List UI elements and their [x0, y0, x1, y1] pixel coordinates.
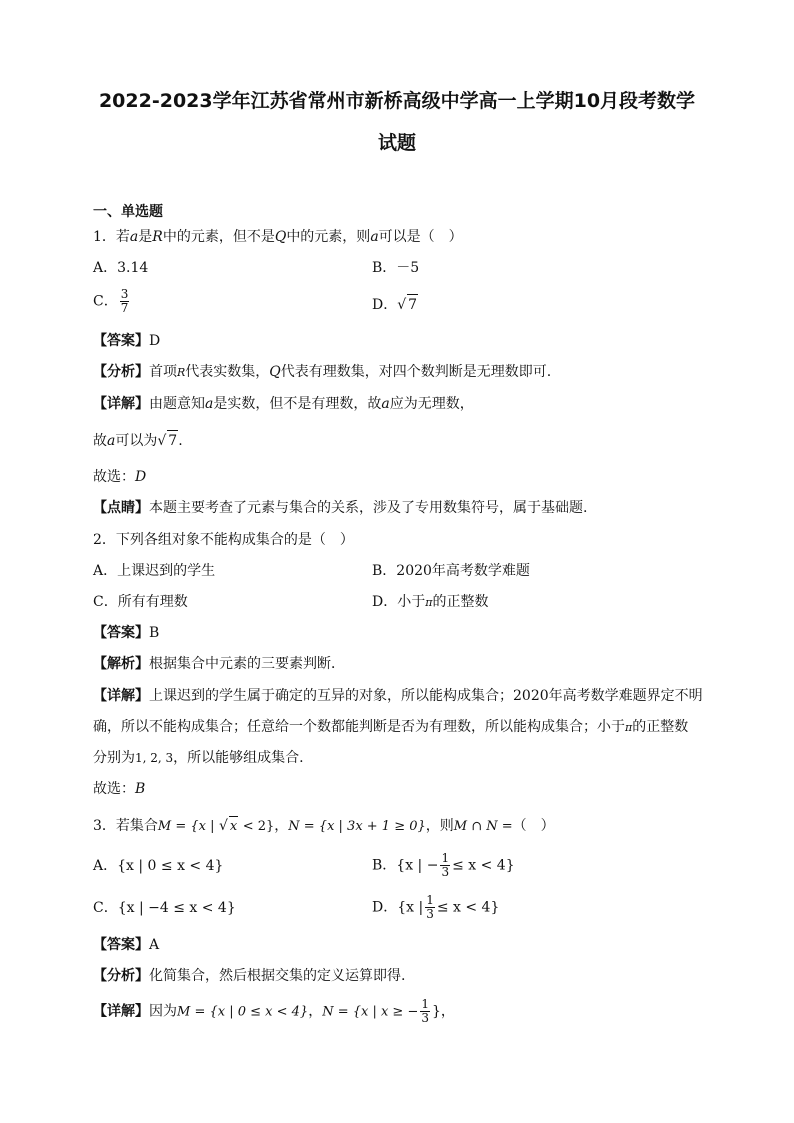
q3-option-c: C．{x | −4 ≤ x < 4} [93, 900, 236, 916]
fraction: $\frac{1}{3}$ [441, 851, 450, 879]
q2-detail-3: 分别为1, 2, 3，所以能够组成集合. [93, 750, 304, 766]
q1-analysis: 【分析】首项R代表实数集，Q代表有理数集，对四个数判断是无理数即可. [93, 364, 552, 380]
q2-answer: 【答案】B [93, 625, 160, 641]
q3-stem: 3．若集合M = {x | √ x < 2}，N = {x | 3x + 1 ≥ 0}，则M ∩ N =（ ） [93, 816, 555, 837]
q1-choose: 故选：D [93, 469, 147, 485]
title-line-1: 2022-2023学年江苏省常州市新桥高级中学高一上学期10月段考数学 [98, 90, 696, 112]
q1-option-d: D．√ 7 [372, 294, 418, 315]
section-heading: 一、单选题 [93, 204, 163, 220]
q1-answer: 【答案】D [93, 333, 161, 349]
q1-stem: 1．若a是R中的元素，但不是Q中的元素，则a可以是（ ） [93, 229, 463, 245]
q2-stem: 2．下列各组对象不能构成集合的是（ ） [93, 532, 354, 548]
q3-analysis: 【分析】化简集合，然后根据交集的定义运算即得. [93, 968, 406, 984]
q3-option-a: A．{x | 0 ≤ x < 4} [93, 858, 224, 874]
q3-answer: 【答案】A [93, 937, 160, 953]
q2-option-d: D．小于π的正整数 [372, 594, 489, 610]
q2-option-b: B．2020年高考数学难题 [372, 563, 530, 579]
title-line-2: 试题 [377, 132, 416, 154]
q3-option-d: D．{x | $\frac{1}{3}$ ≤ x < 4} [372, 893, 500, 921]
fraction: $\frac{3}{7}$ [120, 287, 129, 315]
q1-detail-2: 故a可以为√ 7. [93, 430, 183, 451]
fraction: $\frac{1}{3}$ [421, 997, 429, 1025]
q1-option-a: A．3.14 [93, 260, 149, 276]
q2-detail: 【详解】上课迟到的学生属于确定的互异的对象，所以能构成集合；2020年高考数学难题界定不明 [93, 688, 703, 704]
q1-option-b: B．－5 [372, 260, 420, 276]
q3-option-b: B．{x | − $\frac{1}{3}$ ≤ x < 4} [372, 851, 515, 879]
q2-analysis: 【解析】根据集合中元素的三要素判断． [93, 656, 345, 672]
q3-detail: 【详解】因为M = {x | 0 ≤ x < 4}，N = {x | x ≥ − $\frac{1}{3}$ }， [93, 997, 455, 1025]
q1-detail: 【详解】由题意知a是实数，但不是有理数，故a应为无理数， [93, 396, 474, 412]
fraction: $\frac{1}{3}$ [426, 893, 434, 921]
q2-option-a: A．上课迟到的学生 [93, 563, 216, 579]
q2-option-c: C．所有有理数 [93, 594, 188, 610]
q2-detail-2: 确，所以不能构成集合；任意给一个数都能判断是否为有理数，所以能构成集合；小于π的正整数 [93, 719, 689, 735]
q1-option-c: C． $\frac{3}{7}$ [93, 287, 129, 315]
q1-comment: 【点睛】本题主要考查了元素与集合的关系，涉及了专用数集符号，属于基础题. [93, 500, 588, 516]
q2-choose: 故选：B [93, 781, 146, 797]
